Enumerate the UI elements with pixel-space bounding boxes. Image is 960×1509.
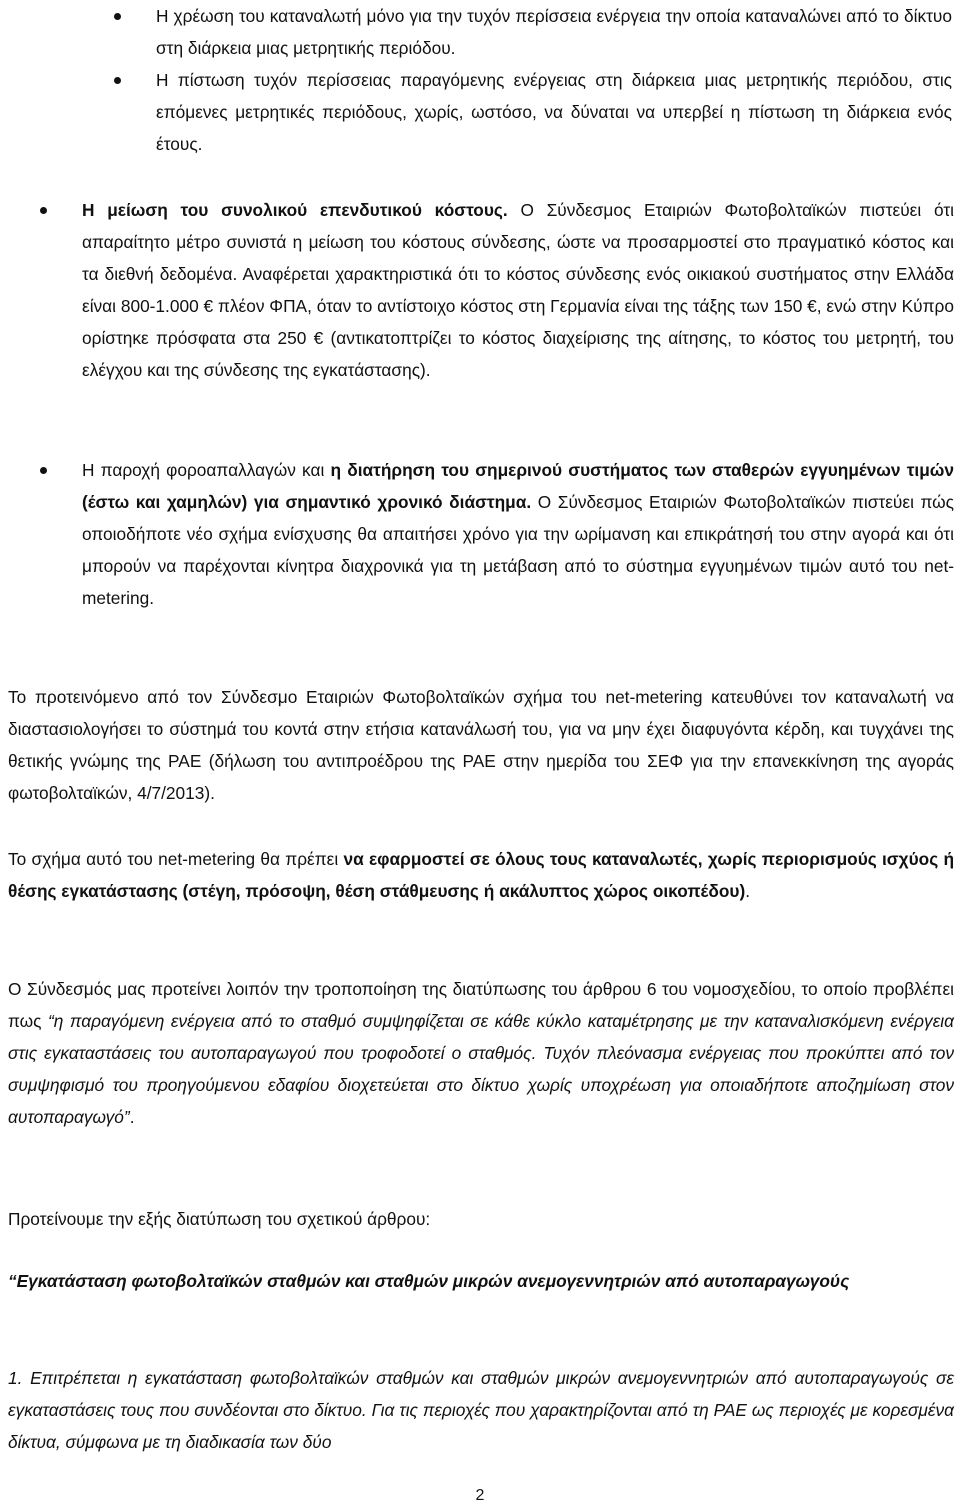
- bullet-text: Ο Σύνδεσμος Εταιριών Φωτοβολταϊκών πιστεύει πώς οποιοδήποτε νέο σχήμα ενίσχυσης θα απαιτήσει χρόνο για την ωρίμανση και επικράτησή του στην αγορά και ότι μπορούν να παρέχονται κίνητρα διαχρονικά για τη μετάβαση από το σύστημα εγγυημένων τιμών αυτό του net-metering.: [82, 492, 954, 608]
- paragraph-article-6: [8, 973, 954, 1133]
- paragraph-text: Το σχήμα αυτό του net-metering θα πρέπει: [8, 849, 344, 869]
- list-item-text: Η χρέωση του καταναλωτή μόνο για την τυχόν περίσσεια ενέργεια την οποία καταναλώνει από το δίκτυο στη διάρκεια μιας μετρητικής περιόδου.: [156, 6, 952, 58]
- article-paragraph-text: 1. Επιτρέπεται η εγκατάσταση φωτοβολταϊκών σταθμών και σταθμών μικρών ανεμογεννητριών από αυτοπαραγωγούς σε εγκαταστάσεις τους που συνδέονται στο δίκτυο. Για τις περιοχές που χαρακτηρίζονται από τη ΡΑΕ ως περιοχές με κορεσμένα δίκτυα, σύμφωνα με τη διαδικασία των δύο: [8, 1368, 954, 1452]
- paragraph-bold-text: να εφαρμοστεί σε όλους τους καταναλωτές, χωρίς περιορισμούς ισχύος ή θέσης εγκατάστασης (στέγη, πρόσοψη, θέση στάθμευσης ή ακάλυπτος χώρος οικοπέδου): [8, 849, 955, 901]
- bullet-investment-cost: [40, 194, 954, 386]
- article-title: [8, 1265, 954, 1297]
- paragraph-proposal-intro: Προτείνουμε την εξής διατύπωση του σχετικού άρθρου:: [8, 1209, 431, 1229]
- page-number: 2: [475, 1487, 485, 1504]
- paragraph-text: Ο Σύνδεσμός μας προτείνει λοιπόν την τροποποίηση της διατύπωσης του άρθρου 6 του νομοσχεδίου, το οποίο προβλέπει πως: [8, 979, 954, 1031]
- article-title-text: “Εγκατάσταση φωτοβολταϊκών σταθμών και σταθμών μικρών ανεμογεννητριών από αυτοπαραγωγούς: [8, 1271, 850, 1291]
- quoted-article-text: “η παραγόμενη ενέργεια από το σταθμό συμψηφίζεται σε κάθε κύκλο καταμέτρησης με την καταναλισκόμενη ενέργεια στις εγκαταστάσεις του αυτοπαραγωγού που τροφοδοτεί ο σταθμός. Τυχόν πλεόνασμα ενέργειας που προκύπτει από τον συμψηφισμό του προηγούμενου εδαφίου διοχετεύεται στο δίκτυο χωρίς υποχρέωση για οποιαδήποτε αποζημίωση στον αυτοπαραγωγό”: [8, 1011, 954, 1127]
- bullet-feed-in-tariffs: [40, 454, 954, 614]
- bullet-icon: [114, 77, 121, 84]
- bullet-icon: [40, 207, 47, 214]
- paragraph-application-scope: [8, 843, 954, 907]
- paragraph-net-metering-proposal: Το προτεινόμενο από τον Σύνδεσμο Εταιριών Φωτοβολταϊκών σχήμα του net-metering κατευθύνει τον καταναλωτή να διαστασιολογήσει το σύστημά του κοντά στην ετήσια κατανάλωσή του, για να μην έχει διαφυγόντα κέρδη, και τυγχάνει της θετικής γνώμης της ΡΑΕ (δήλωση του αντιπροέδρου της ΡΑΕ στην ημερίδα του ΣΕΦ για την επανεκκίνηση της αγοράς φωτοβολταϊκών, 4/7/2013).: [8, 687, 954, 803]
- bullet-text: Ο Σύνδεσμος Εταιριών Φωτοβολταϊκών πιστεύει ότι απαραίτητο μέτρο συνιστά η μείωση του κόστους σύνδεσης, ώστε να προσαρμοστεί στο πραγματικό κόστος και τα διεθνή δεδομένα. Αναφέρεται χαρακτηριστικά ότι το κόστος σύνδεσης ενός οικιακού συστήματος στην Ελλάδα είναι 800-1.000 € πλέον ΦΠΑ, όταν το αντίστοιχο κόστος στη Γερμανία είναι της τάξης των 150 €, ενώ στην Κύπρο ορίστηκε πρόσφατα στα 250 € (αντικατοπτρίζει το κόστος διαχείρισης της αίτησης, το κόστος του μετρητή, του ελέγχου και της σύνδεσης της εγκατάστασης).: [82, 200, 954, 380]
- sub-bullet-list: [114, 0, 952, 160]
- bullet-icon: [40, 467, 47, 474]
- list-item-text: Η πίστωση τυχόν περίσσειας παραγόμενης ενέργειας στη διάρκεια μιας μετρητικής περιόδου, στις επόμενες μετρητικές περιόδους, χωρίς, ωστόσο, να δύναται να υπερβεί η πίστωση τη διάρκεια ενός έτους.: [156, 70, 952, 154]
- bullet-icon: [114, 13, 121, 20]
- list-item: [114, 64, 952, 160]
- bullet-intro: Η παροχή φοροαπαλλαγών και: [82, 460, 331, 480]
- article-paragraph-1: [8, 1362, 954, 1458]
- paragraph-text-end: .: [129, 1107, 135, 1127]
- bullet-heading: η διατήρηση του σημερινού συστήματος των σταθερών εγγυημένων τιμών (έστω και χαμηλών) για σημαντικό χρονικό διάστημα.: [82, 460, 954, 512]
- list-item: [114, 0, 952, 64]
- bullet-heading: Η μείωση του συνολικού επενδυτικού κόστους.: [82, 200, 508, 220]
- paragraph-text-end: .: [745, 881, 751, 901]
